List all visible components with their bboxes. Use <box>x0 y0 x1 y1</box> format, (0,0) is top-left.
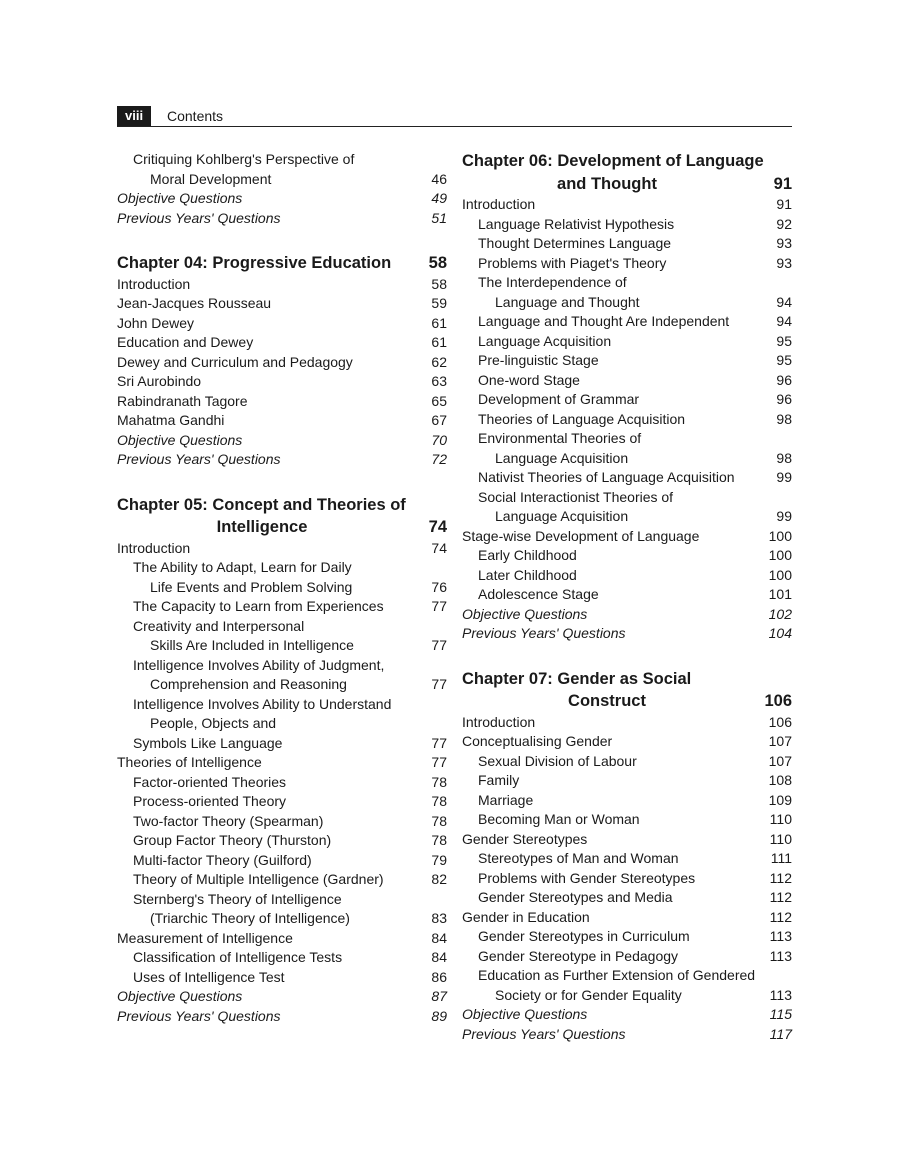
toc-entry-title: Two-factor Theory (Spearman) <box>133 812 324 829</box>
toc-entry <box>117 695 447 715</box>
toc-entry <box>462 732 792 752</box>
toc-entry-title: Objective Questions <box>117 431 243 448</box>
toc-entry-page: 76 <box>431 578 447 595</box>
toc-entry-title: Theories of Language Acquisition <box>478 410 686 427</box>
toc-entry-title: Theory of Multiple Intelligence (Gardner) <box>133 871 384 887</box>
toc-entry-title: Gender in Education <box>462 908 590 925</box>
toc-entry-title: Gender Stereotypes and Media <box>478 889 673 905</box>
toc-entry-title: Previous Years' Questions <box>117 209 281 226</box>
toc-entry-page: 93 <box>776 235 792 251</box>
toc-entry-title: Comprehension and Reasoning <box>150 676 347 692</box>
toc-entry <box>462 273 792 293</box>
toc-entry-title: Factor-oriented Theories <box>133 773 287 790</box>
toc-entry-title: Sexual Division of Labour <box>478 752 637 769</box>
toc-entry-title: Theories of Intelligence <box>117 754 262 770</box>
toc-entry-title: Introduction <box>117 275 191 292</box>
toc-entry <box>117 392 447 412</box>
toc-entry-title: Early Childhood <box>478 547 577 563</box>
chapter-page: 58 <box>428 254 447 272</box>
toc-entry-title: Language Acquisition <box>478 332 612 349</box>
toc-entry-page: 67 <box>431 412 447 428</box>
toc-entry <box>462 624 792 644</box>
toc-entry <box>462 830 792 850</box>
toc-entry-title: Becoming Man or Woman <box>478 811 640 827</box>
toc-entry-title: Problems with Gender Stereotypes <box>478 869 696 886</box>
page-header <box>117 104 792 127</box>
toc-entry-title: Language Relativist Hypothesis <box>478 215 675 232</box>
toc-entry <box>117 170 447 190</box>
toc-entry-page: 78 <box>431 773 447 790</box>
toc-entry-title: Gender Stereotypes <box>462 830 588 847</box>
toc-entry <box>117 753 447 773</box>
chapter-heading <box>117 252 447 275</box>
toc-entry-title: Sternberg's Theory of Intelligence <box>133 890 342 907</box>
toc-entry <box>462 927 792 947</box>
toc-entry-page: 86 <box>431 968 447 985</box>
toc-entry-title: People, Objects and <box>150 715 277 731</box>
toc-entry <box>117 851 447 871</box>
toc-entry-page: 51 <box>431 209 447 226</box>
toc-entry <box>462 488 792 508</box>
toc-entry-page: 115 <box>769 1006 792 1022</box>
toc-entry-page: 98 <box>776 410 792 427</box>
toc-entry <box>462 234 792 254</box>
toc-entry-page: 102 <box>768 605 792 622</box>
toc-entry-page: 100 <box>768 566 792 583</box>
toc-entry-title: The Capacity to Learn from Experiences <box>133 598 384 614</box>
toc-entry-title: Dewey and Curriculum and Pedagogy <box>117 353 353 370</box>
toc-entry <box>117 597 447 617</box>
toc-entry-title: Symbols Like Language <box>133 734 283 751</box>
toc-entry-title: The Ability to Adapt, Learn for Daily <box>133 559 352 575</box>
toc-entry <box>462 429 792 449</box>
toc-entry <box>462 371 792 391</box>
toc-entry-page: 110 <box>769 811 792 827</box>
toc-entry-title: Mahatma Gandhi <box>117 412 225 428</box>
toc-entry <box>117 773 447 793</box>
toc-entry <box>462 947 792 967</box>
toc-entry-page: 58 <box>431 275 447 292</box>
toc-entry <box>117 209 447 229</box>
toc-entry <box>117 812 447 832</box>
toc-entry <box>117 353 447 373</box>
toc-entry <box>117 656 447 676</box>
toc-entry-title: Uses of Intelligence Test <box>133 968 285 985</box>
toc-entry-page: 65 <box>431 392 447 409</box>
toc-entry-page: 95 <box>776 352 792 368</box>
toc-entry-page: 110 <box>769 830 792 847</box>
toc-entry <box>117 870 447 890</box>
toc-entry-page: 77 <box>431 676 447 692</box>
toc-entry-title: Society or for Gender Equality <box>495 986 682 1003</box>
toc-entry-title: Previous Years' Questions <box>462 625 626 641</box>
toc-entry <box>462 888 792 908</box>
toc-entry-title: Previous Years' Questions <box>117 1007 281 1024</box>
chapter-heading <box>462 150 792 195</box>
toc-entry <box>117 275 447 295</box>
toc-entry-page: 113 <box>769 986 792 1003</box>
toc-entry-title: Jean-Jacques Rousseau <box>117 295 272 311</box>
toc-entry-page: 109 <box>768 791 792 808</box>
toc-entry-title: Critiquing Kohlberg's Perspective of <box>133 151 355 167</box>
toc-entry-title: Classification of Intelligence Tests <box>133 949 343 965</box>
toc-entry <box>462 507 792 527</box>
toc-entry-title: Stage-wise Development of Language <box>462 527 700 544</box>
toc-entry <box>117 189 447 209</box>
toc-entry-title: Gender Stereotypes in Curriculum <box>478 928 690 944</box>
toc-entry <box>117 314 447 334</box>
toc-entry <box>117 909 447 929</box>
toc-entry-page: 112 <box>769 869 792 886</box>
toc-entry-title: Stereotypes of Man and Woman <box>478 850 679 866</box>
toc-entry <box>117 929 447 949</box>
chapter-title: Chapter 07: Gender as Social <box>462 669 692 688</box>
chapter-title: Chapter 05: Concept and Theories of <box>117 495 406 514</box>
toc-entry <box>462 449 792 469</box>
toc-entry <box>117 675 447 695</box>
toc-entry <box>462 585 792 605</box>
toc-entry-title: Sri Aurobindo <box>117 373 202 389</box>
toc-entry <box>117 636 447 656</box>
toc-entry-title: Language and Thought <box>495 293 640 310</box>
toc-list <box>462 195 792 644</box>
toc-entry <box>117 150 447 170</box>
toc-entry-title: Problems with Piaget's Theory <box>478 254 667 271</box>
page-number: viii <box>117 106 151 126</box>
toc-entry-page: 82 <box>431 871 447 887</box>
toc-entry <box>117 617 447 637</box>
toc-entry-title: One-word Stage <box>478 371 580 388</box>
chapter-title-continued: Construct <box>568 692 646 710</box>
chapter-title-continued: Intelligence <box>216 518 308 536</box>
toc-entry <box>462 966 792 986</box>
toc-entry-title: Education and Dewey <box>117 334 254 350</box>
toc-entry <box>462 1025 792 1045</box>
toc-entry-title: Multi-factor Theory (Guilford) <box>133 851 312 868</box>
toc-entry-page: 83 <box>431 910 447 926</box>
toc-entry <box>462 849 792 869</box>
toc-entry-title: Social Interactionist Theories of <box>478 488 674 505</box>
toc-entry <box>462 215 792 235</box>
toc-entry-title: Environmental Theories of <box>478 430 642 446</box>
toc-entry-page: 77 <box>431 754 447 770</box>
chapter-title-continued: and Thought <box>557 174 657 193</box>
toc-entry <box>117 831 447 851</box>
toc-entry-page: 63 <box>431 373 447 389</box>
toc-entry-page: 89 <box>431 1007 447 1024</box>
toc-entry-page: 77 <box>431 637 447 653</box>
toc-entry-page: 70 <box>431 431 447 448</box>
chapter-page: 106 <box>764 692 792 710</box>
toc-entry-title: Objective Questions <box>462 605 588 622</box>
toc-entry-page: 112 <box>769 908 792 925</box>
toc-entry-page: 91 <box>776 196 792 212</box>
chapter-page: 74 <box>428 518 447 536</box>
toc-entry <box>462 713 792 733</box>
toc-entry <box>117 411 447 431</box>
toc-entry-page: 96 <box>776 371 792 388</box>
toc-entry-title: Previous Years' Questions <box>117 451 281 467</box>
toc-entry-title: Introduction <box>462 713 536 730</box>
toc-entry-title: Thought Determines Language <box>478 235 672 251</box>
toc-entry <box>117 558 447 578</box>
toc-entry-page: 77 <box>431 734 447 751</box>
toc-entry-title: Education as Further Extension of Gendered <box>478 967 756 983</box>
toc-entry-title: Life Events and Problem Solving <box>150 578 353 595</box>
toc-entry-title: Gender Stereotype in Pedagogy <box>478 947 679 964</box>
toc-entry <box>117 450 447 470</box>
toc-entry-title: Skills Are Included in Intelligence <box>150 637 354 653</box>
toc-entry-title: Marriage <box>478 791 534 808</box>
toc-entry <box>117 294 447 314</box>
chapter-title: Chapter 06: Development of Language <box>462 152 764 170</box>
toc-entry <box>462 771 792 791</box>
toc-entry-title: John Dewey <box>117 314 195 331</box>
toc-entry <box>117 987 447 1007</box>
toc-entry-page: 78 <box>431 832 447 848</box>
toc-entry-title: Rabindranath Tagore <box>117 392 248 409</box>
chapter-heading <box>117 494 447 539</box>
toc-entry <box>462 410 792 430</box>
toc-entry-page: 87 <box>431 988 447 1004</box>
chapter-title: Chapter 04: Progressive Education <box>117 254 392 272</box>
toc-entry-page: 113 <box>769 928 792 944</box>
toc-entry-page: 101 <box>768 586 792 602</box>
toc-entry-page: 61 <box>431 314 447 331</box>
toc-entry <box>462 527 792 547</box>
toc-entry-title: Creativity and Interpersonal <box>133 617 305 634</box>
toc-entry-page: 113 <box>769 947 792 964</box>
toc-entry-page: 46 <box>431 170 447 187</box>
toc-entry-page: 111 <box>770 850 792 866</box>
toc-entry <box>462 312 792 332</box>
toc-entry-page: 95 <box>776 332 792 349</box>
toc-entry-title: Later Childhood <box>478 566 577 583</box>
toc-list <box>117 275 447 470</box>
toc-entry-page: 84 <box>431 929 447 946</box>
toc-entry-page: 112 <box>769 889 792 905</box>
chapter-page: 91 <box>773 174 792 193</box>
toc-entry <box>462 566 792 586</box>
toc-entry-page: 96 <box>776 391 792 407</box>
toc-entry <box>117 714 447 734</box>
toc-entry-title: Development of Grammar <box>478 391 640 407</box>
toc-entry-title: Adolescence Stage <box>478 586 599 602</box>
toc-entry-title: Intelligence Involves Ability to Understand <box>133 695 392 712</box>
toc-entry-page: 100 <box>768 527 792 544</box>
toc-entry-page: 62 <box>431 353 447 370</box>
toc-entry-page: 100 <box>768 547 792 563</box>
toc-entry-title: Family <box>478 772 520 788</box>
chapter-heading <box>462 668 792 713</box>
toc-entry-title: Previous Years' Questions <box>462 1025 626 1042</box>
toc-entry <box>462 605 792 625</box>
toc-entry-page: 59 <box>431 295 447 311</box>
toc-entry <box>117 539 447 559</box>
toc-entry-title: Pre-linguistic Stage <box>478 352 599 368</box>
toc-entry <box>117 431 447 451</box>
toc-entry <box>117 578 447 598</box>
toc-entry-page: 77 <box>431 598 447 614</box>
running-title: Contents <box>167 108 224 124</box>
toc-entry-title: Process-oriented Theory <box>133 793 287 809</box>
toc-entry-page: 106 <box>768 713 792 730</box>
toc-entry <box>462 195 792 215</box>
toc-entry <box>462 908 792 928</box>
toc-entry-title: Measurement of Intelligence <box>117 929 293 946</box>
toc-entry-page: 98 <box>776 449 792 466</box>
toc-entry-page: 108 <box>768 772 792 788</box>
toc-entry-page: 117 <box>769 1025 792 1042</box>
toc-entry <box>462 869 792 889</box>
toc-entry-page: 99 <box>776 508 792 524</box>
toc-entry-title: Introduction <box>117 539 191 556</box>
toc-entry-page: 107 <box>768 752 792 769</box>
toc-entry-title: Language Acquisition <box>495 449 629 466</box>
toc-entry-page: 74 <box>431 539 447 556</box>
toc-entry-page: 78 <box>431 793 447 809</box>
toc-entry-title: Introduction <box>462 196 536 212</box>
toc-list <box>117 539 447 1027</box>
toc-entry <box>462 332 792 352</box>
toc-entry-page: 94 <box>776 293 792 310</box>
toc-entry <box>117 968 447 988</box>
toc-entry <box>117 792 447 812</box>
toc-entry <box>462 810 792 830</box>
toc-entry <box>117 372 447 392</box>
toc-entry-title: Objective Questions <box>462 1006 588 1022</box>
toc-entry <box>462 254 792 274</box>
toc-entry-page: 94 <box>776 313 792 329</box>
toc-entry-title: The Interdependence of <box>478 274 627 290</box>
toc-entry <box>117 1007 447 1027</box>
toc-entry-page: 49 <box>431 190 447 206</box>
toc-entry <box>462 752 792 772</box>
toc-list <box>462 713 792 1045</box>
toc-entry <box>462 546 792 566</box>
left-column <box>117 150 447 1026</box>
toc-entry-page: 61 <box>431 334 447 350</box>
toc-entry-title: Language Acquisition <box>495 508 629 524</box>
toc-entry-page: 93 <box>776 254 792 271</box>
toc-entry-title: Language and Thought Are Independent <box>478 313 730 329</box>
toc-entry <box>117 734 447 754</box>
toc-entry-title: Group Factor Theory (Thurston) <box>133 832 332 848</box>
toc-entry-page: 84 <box>431 949 447 965</box>
right-column <box>462 150 792 1044</box>
toc-entry <box>117 890 447 910</box>
toc-entry-title: Conceptualising Gender <box>462 733 613 749</box>
toc-entry-page: 79 <box>431 851 447 868</box>
toc-entry-title: Intelligence Involves Ability of Judgment, <box>133 656 385 673</box>
toc-entry <box>462 293 792 313</box>
toc-entry-title: Objective Questions <box>117 190 243 206</box>
toc-entry-title: Objective Questions <box>117 988 243 1004</box>
toc-list <box>117 150 447 228</box>
toc-entry <box>462 390 792 410</box>
toc-entry <box>462 791 792 811</box>
toc-entry <box>462 351 792 371</box>
toc-entry-page: 99 <box>776 469 792 485</box>
toc-entry <box>462 986 792 1006</box>
toc-entry <box>462 468 792 488</box>
toc-entry-page: 92 <box>776 215 792 232</box>
toc-entry-page: 107 <box>768 733 792 749</box>
toc-entry-page: 104 <box>768 625 792 641</box>
toc-entry <box>117 333 447 353</box>
toc-entry-title: Moral Development <box>150 170 272 187</box>
toc-entry-title: (Triarchic Theory of Intelligence) <box>150 910 350 926</box>
toc-entry-title: Nativist Theories of Language Acquisition <box>478 469 735 485</box>
toc-entry-page: 72 <box>431 451 447 467</box>
toc-entry <box>117 948 447 968</box>
toc-entry-page: 78 <box>431 812 447 829</box>
toc-entry <box>462 1005 792 1025</box>
